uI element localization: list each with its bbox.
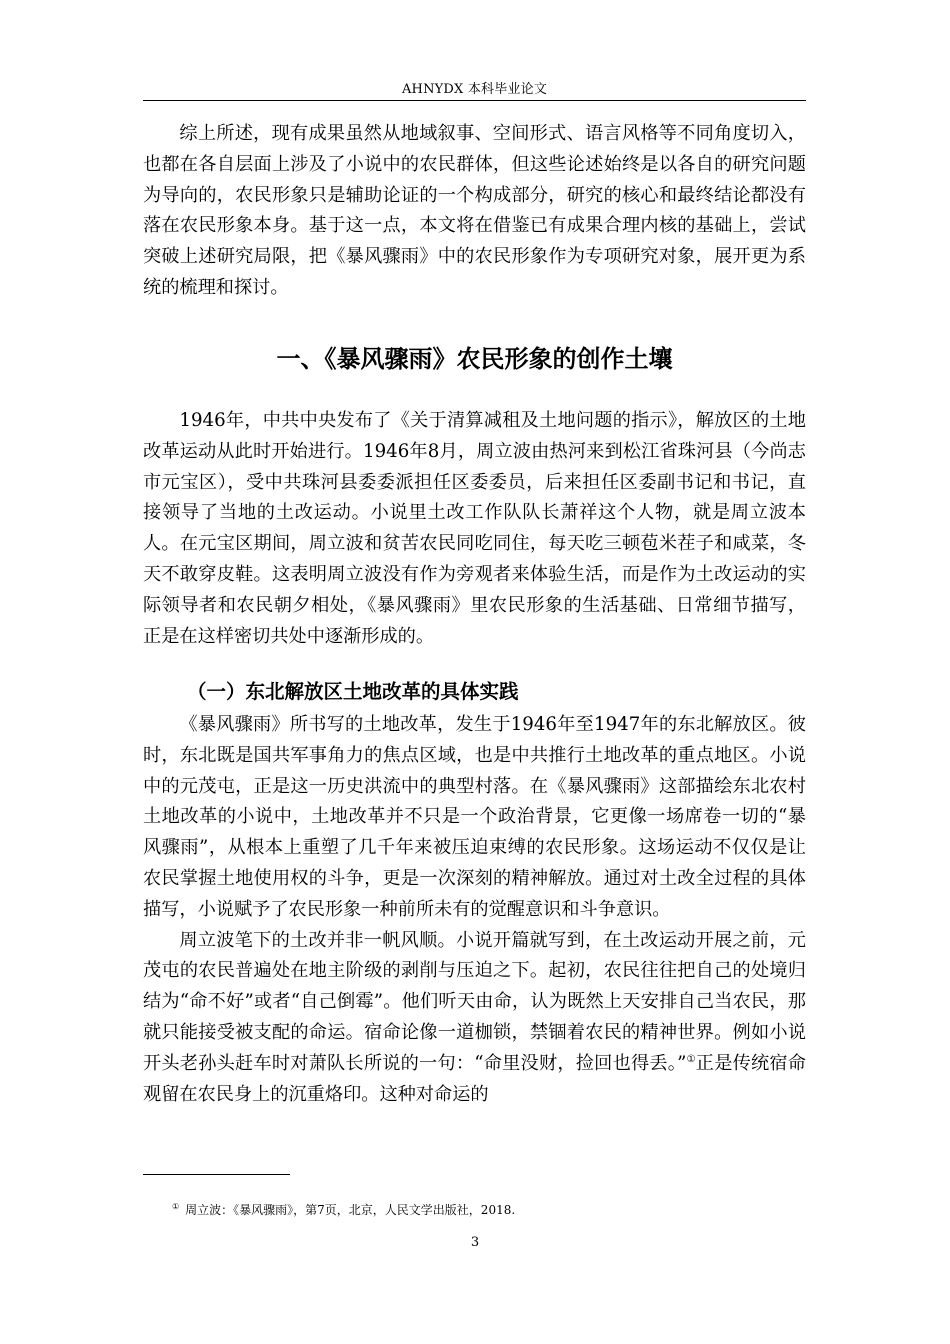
footnote-reference[interactable]: ① xyxy=(686,1053,696,1065)
header-rule xyxy=(143,100,806,101)
paragraph-background: 1946年，中共中央发布了《关于清算减租及土地问题的指示》，解放区的土地改革运动从此时开始进行。1946年8月，周立波由热河来到松江省珠河县（今尚志市元宝区），受中共珠河县委委派担任区委委员，后来担任区委副书记和书记，直接领导了当地的土改运动。小说里土改工作队队长萧祥这个人物，就是周立波本人。在元宝区期间，周立波和贫苦农民同吃同住，每天吃三顿苞米茬子和咸菜，冬天不敢穿皮鞋。这表明周立波没有作为旁观者来体验生活，而是作为土改运动的实际领导者和农民朝夕相处，《暴风骤雨》里农民形象的生活基础、日常细节描写，正是在这样密切共处中逐渐形成的。 xyxy=(143,410,806,647)
body-block-section1 xyxy=(143,406,806,652)
footnote-marker: ① xyxy=(172,1202,180,1211)
footnote-text: 周立波：《暴风骤雨》，第7页，北京，人民文学出版社，2018. xyxy=(185,1203,516,1217)
paragraph-summary: 综上所述，现有成果虽然从地域叙事、空间形式、语言风格等不同角度切入，也都在各自层面上涉及了小说中的农民群体，但这些论述始终是以各自的研究问题为导向的，农民形象只是辅助论证的一个构成部分，研究的核心和最终结论都没有落在农民形象本身。基于这一点，本文将在借鉴已有成果合理内核的基础上，尝试突破上述研究局限，把《暴风骤雨》中的农民形象作为专项研究对象，展开更为系统的梳理和探讨。 xyxy=(143,123,806,298)
paragraph-land-reform: 《暴风骤雨》所书写的土地改革，发生于1946年至1947年的东北解放区。彼时，东北既是国共军事角力的焦点区域，也是中共推行土地改革的重点地区。小说中的元茂屯，正是这一历史洪流中的典型村落。在《暴风骤雨》这部描绘东北农村土地改革的小说中，土地改革并不只是一个政治背景，它更像一场席卷一切的“暴风骤雨”，从根本上重塑了几千年来被压迫束缚的农民形象。这场运动不仅仅是让农民掌握土地使用权的斗争，更是一次深刻的精神解放。通过对土改全过程的具体描写，小说赋予了农民形象一种前所未有的觉醒意识和斗争意识。 xyxy=(143,714,806,920)
body-block-intro xyxy=(143,119,806,304)
paragraph-fatalism xyxy=(143,926,806,1111)
page-number: 3 xyxy=(470,1235,480,1250)
paragraph-fatalism-continued: 正是传统宿命观留在农民身上的沉重烙印。这种对命运的 xyxy=(143,1052,806,1105)
footnote-rule xyxy=(143,1174,290,1175)
body-block-subsection1 xyxy=(143,710,806,1110)
paragraph-fatalism-text: 周立波笔下的土改并非一帆风顺。小说开篇就写到，在土改运动开展之前，元茂屯的农民普遍处在地主阶级的剥削与压迫之下。起初，农民往往把自己的处境归结为“命不好”或者“自己倒霉”。他们听天由命，认为既然上天安排自己当农民，那就只能接受被支配的命运。宿命论像一道枷锁，禁锢着农民的精神世界。例如小说开头老孙头赶车时对萧队长所说的一句：“命里没财，捡回也得丢。” xyxy=(143,929,806,1074)
section-heading: 一、《暴风骤雨》农民形象的创作土壤 xyxy=(276,345,673,373)
running-header: AHNYDX 本科毕业论文 xyxy=(401,82,548,97)
subsection-heading: （一）东北解放区土地改革的具体实践 xyxy=(187,680,519,703)
footnote xyxy=(172,1201,515,1218)
